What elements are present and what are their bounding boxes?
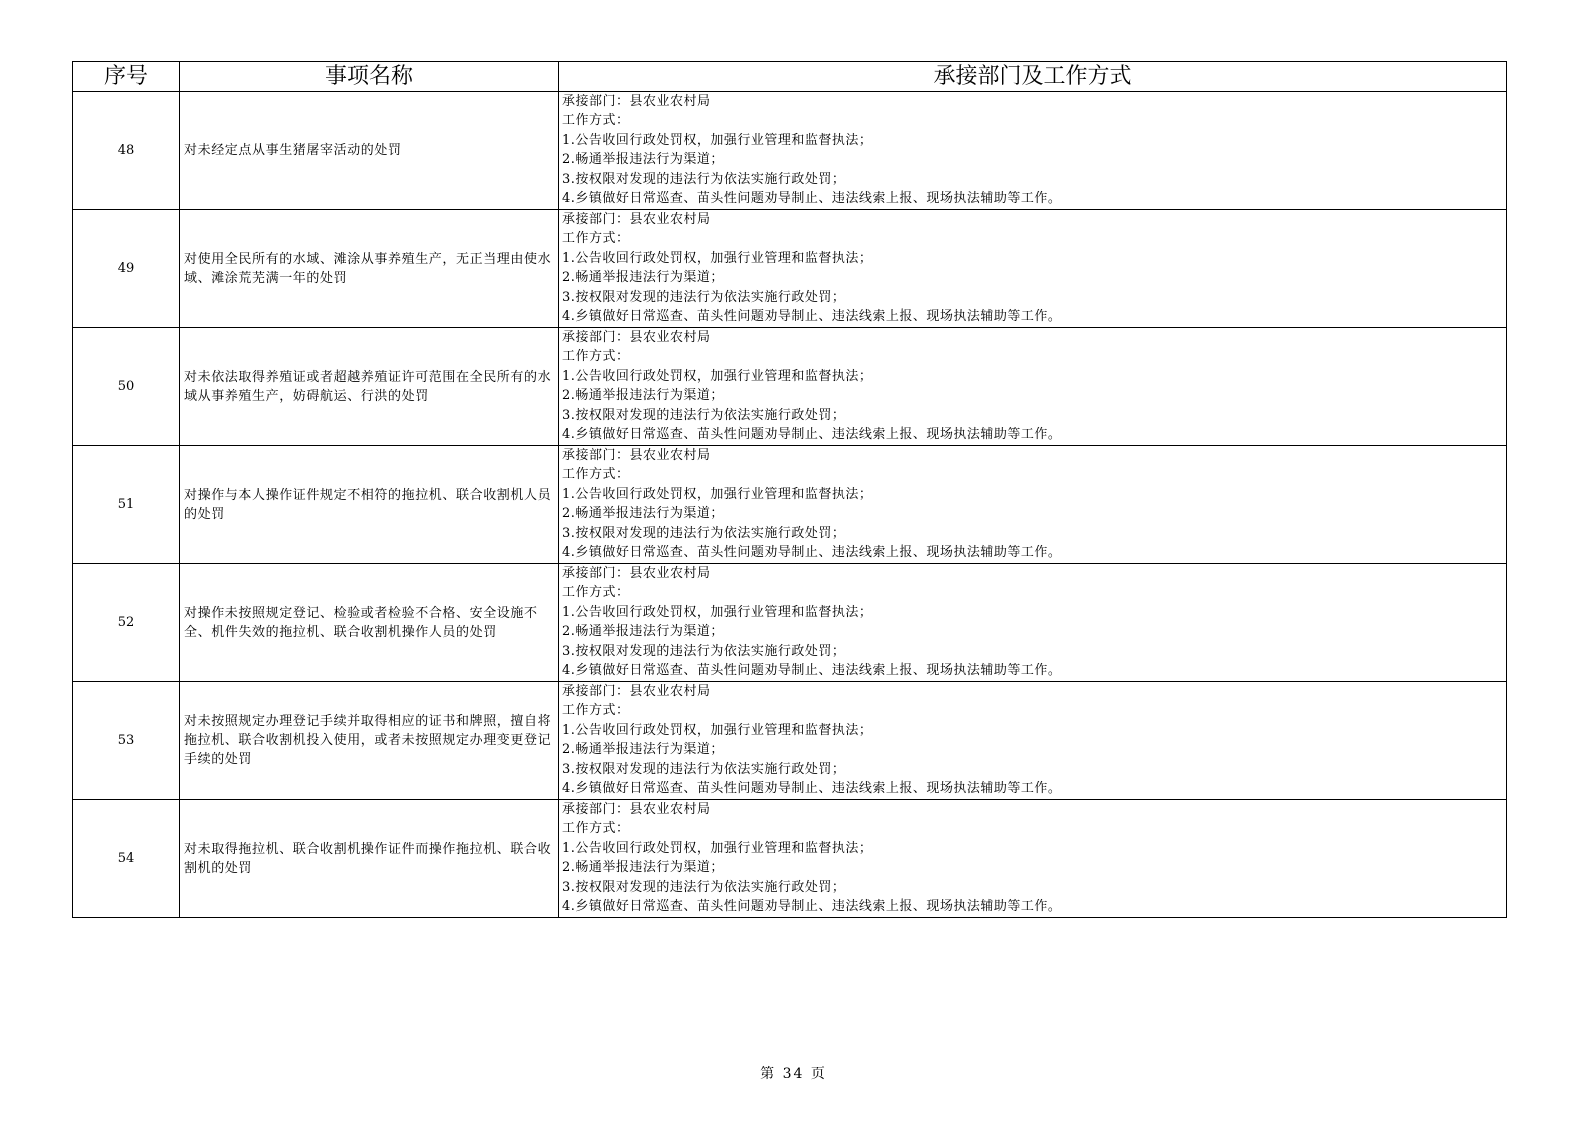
item-name-cell: 对未依法取得养殖证或者超越养殖证许可范围在全民所有的水域从事养殖生产，妨碍航运、行洪的处罚 [180, 328, 559, 446]
method-line: 3.按权限对发现的违法行为依法实施行政处罚； [562, 289, 846, 305]
item-name-cell: 对操作未按照规定登记、检验或者检验不合格、安全设施不全、机件失效的拖拉机、联合收割机操作人员的处罚 [180, 564, 559, 682]
serial-number-cell: 52 [73, 564, 180, 682]
method-line: 3.按权限对发现的违法行为依法实施行政处罚； [562, 171, 846, 187]
serial-number-cell: 49 [73, 210, 180, 328]
method-line: 承接部门：县农业农村局 [562, 330, 711, 345]
department-method-cell [559, 446, 1507, 564]
table-body [73, 92, 1507, 918]
table-row [73, 682, 1507, 800]
serial-number-cell: 50 [73, 328, 180, 446]
method-line: 1.公告收回行政处罚权，加强行业管理和监督执法； [562, 604, 873, 620]
department-method-cell [559, 328, 1507, 446]
table-row [73, 92, 1507, 210]
method-line: 4.乡镇做好日常巡查、苗头性问题劝导制止、违法线索上报、现场执法辅助等工作。 [562, 899, 1062, 915]
method-line: 2.畅通举报违法行为渠道； [562, 742, 724, 758]
method-line: 2.畅通举报违法行为渠道； [562, 388, 724, 404]
method-line: 4.乡镇做好日常巡查、苗头性问题劝导制止、违法线索上报、现场执法辅助等工作。 [562, 309, 1062, 325]
method-line: 1.公告收回行政处罚权，加强行业管理和监督执法； [562, 250, 873, 266]
department-method-cell [559, 682, 1507, 800]
item-name-cell: 对未经定点从事生猪屠宰活动的处罚 [180, 92, 559, 210]
serial-number-cell: 48 [73, 92, 180, 210]
method-line: 3.按权限对发现的违法行为依法实施行政处罚； [562, 407, 846, 423]
method-line: 1.公告收回行政处罚权，加强行业管理和监督执法； [562, 840, 873, 856]
method-line: 4.乡镇做好日常巡查、苗头性问题劝导制止、违法线索上报、现场执法辅助等工作。 [562, 191, 1062, 207]
method-line: 2.畅通举报违法行为渠道； [562, 860, 724, 876]
header-serial-number: 序号 [73, 62, 180, 92]
method-line: 4.乡镇做好日常巡查、苗头性问题劝导制止、违法线索上报、现场执法辅助等工作。 [562, 427, 1062, 443]
method-line: 承接部门：县农业农村局 [562, 448, 711, 463]
header-item-name: 事项名称 [180, 62, 559, 92]
serial-number-cell: 51 [73, 446, 180, 564]
table-header-row [73, 62, 1507, 92]
table-row [73, 800, 1507, 918]
method-line: 2.畅通举报违法行为渠道； [562, 152, 724, 168]
page-number: 第 34 页 [760, 1066, 827, 1082]
method-line: 承接部门：县农业农村局 [562, 802, 711, 817]
method-line: 3.按权限对发现的违法行为依法实施行政处罚； [562, 879, 846, 895]
method-line: 承接部门：县农业农村局 [562, 684, 711, 699]
method-line: 1.公告收回行政处罚权，加强行业管理和监督执法； [562, 368, 873, 384]
method-line: 1.公告收回行政处罚权，加强行业管理和监督执法； [562, 486, 873, 502]
serial-number-cell: 53 [73, 682, 180, 800]
method-line: 承接部门：县农业农村局 [562, 212, 711, 227]
header-department-method: 承接部门及工作方式 [559, 62, 1507, 92]
table-row [73, 564, 1507, 682]
item-name-cell: 对未按照规定办理登记手续并取得相应的证书和牌照，擅自将拖拉机、联合收割机投入使用，或者未按照规定办理变更登记手续的处罚 [180, 682, 559, 800]
method-line: 承接部门：县农业农村局 [562, 94, 711, 109]
method-line: 4.乡镇做好日常巡查、苗头性问题劝导制止、违法线索上报、现场执法辅助等工作。 [562, 663, 1062, 679]
method-line: 工作方式： [562, 821, 630, 837]
method-line: 承接部门：县农业农村局 [562, 566, 711, 581]
method-line: 2.畅通举报违法行为渠道； [562, 270, 724, 286]
method-line: 工作方式： [562, 585, 630, 601]
method-line: 3.按权限对发现的违法行为依法实施行政处罚； [562, 643, 846, 659]
method-line: 1.公告收回行政处罚权，加强行业管理和监督执法； [562, 722, 873, 738]
department-method-cell [559, 564, 1507, 682]
department-method-cell [559, 210, 1507, 328]
method-line: 4.乡镇做好日常巡查、苗头性问题劝导制止、违法线索上报、现场执法辅助等工作。 [562, 545, 1062, 561]
method-line: 工作方式： [562, 349, 630, 365]
item-name-cell: 对使用全民所有的水域、滩涂从事养殖生产，无正当理由使水域、滩涂荒芜满一年的处罚 [180, 210, 559, 328]
method-line: 3.按权限对发现的违法行为依法实施行政处罚； [562, 525, 846, 541]
serial-number-cell: 54 [73, 800, 180, 918]
method-line: 工作方式： [562, 231, 630, 247]
method-line: 1.公告收回行政处罚权，加强行业管理和监督执法； [562, 132, 873, 148]
method-line: 工作方式： [562, 467, 630, 483]
item-name-cell: 对操作与本人操作证件规定不相符的拖拉机、联合收割机人员的处罚 [180, 446, 559, 564]
department-method-cell [559, 92, 1507, 210]
method-line: 2.畅通举报违法行为渠道； [562, 506, 724, 522]
method-line: 3.按权限对发现的违法行为依法实施行政处罚； [562, 761, 846, 777]
method-line: 4.乡镇做好日常巡查、苗头性问题劝导制止、违法线索上报、现场执法辅助等工作。 [562, 781, 1062, 797]
method-line: 工作方式： [562, 113, 630, 129]
table-row [73, 210, 1507, 328]
method-line: 2.畅通举报违法行为渠道； [562, 624, 724, 640]
item-name-cell: 对未取得拖拉机、联合收割机操作证件而操作拖拉机、联合收割机的处罚 [180, 800, 559, 918]
table-row [73, 446, 1507, 564]
method-line: 工作方式： [562, 703, 630, 719]
department-method-cell [559, 800, 1507, 918]
table-row [73, 328, 1507, 446]
items-table [72, 61, 1507, 918]
